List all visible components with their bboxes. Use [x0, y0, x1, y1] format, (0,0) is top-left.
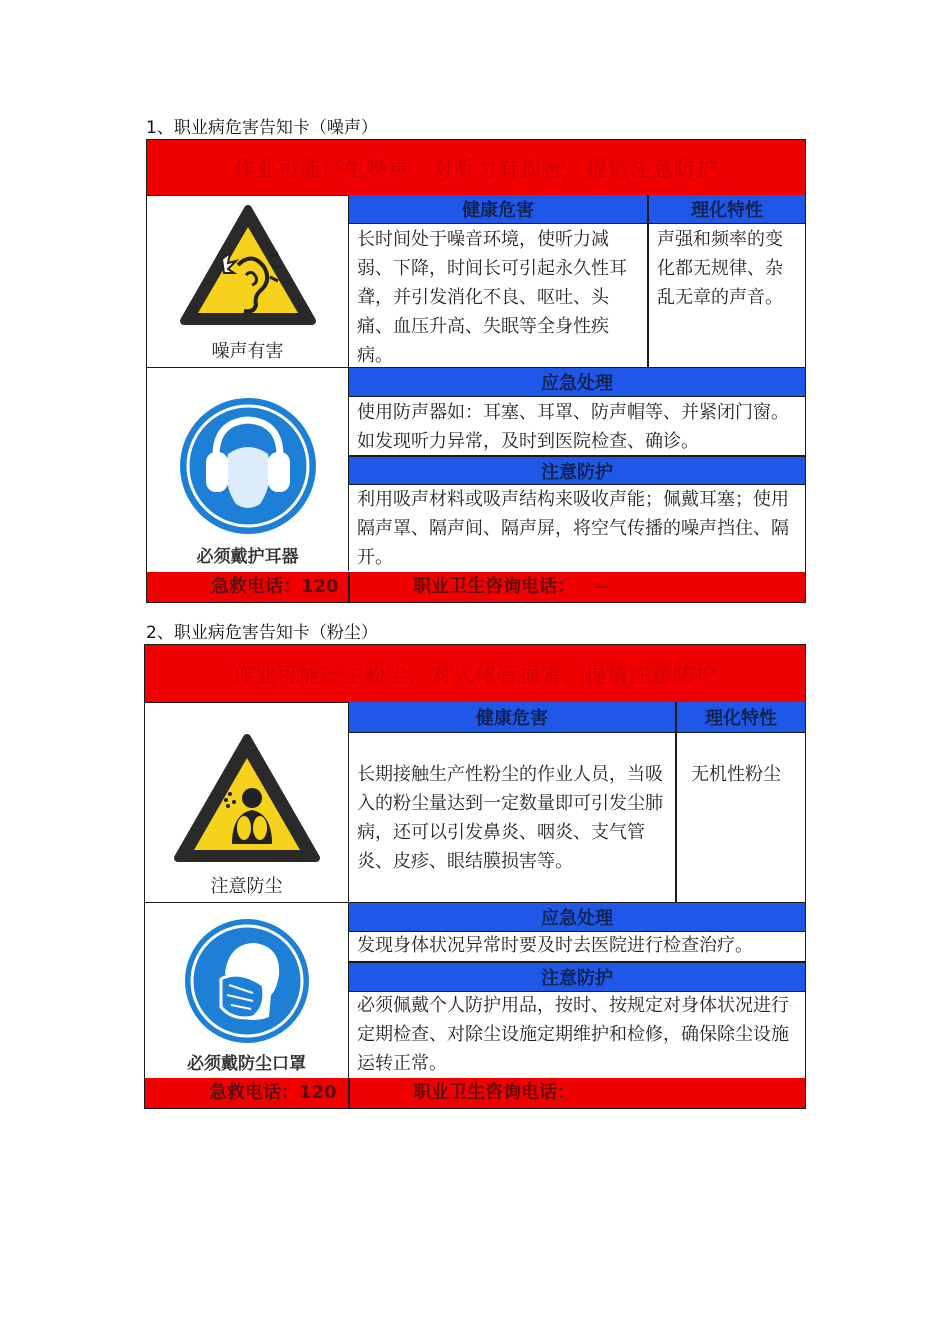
- health-row: [147, 195, 805, 368]
- health-text: 长时间处于噪音环境，使听力减弱、下降，时间长可引起永久性耳聋，并引发消化不良、呕吐、头痛、血压升高、失眠等全身性疾病。: [357, 229, 627, 366]
- section-title-noise: 1、职业病危害告知卡（噪声）: [146, 118, 378, 138]
- ppe-caption: 必须戴防尘口罩: [187, 1054, 306, 1074]
- consult-phone: 职业卫生咨询电话：: [413, 576, 575, 597]
- section-title-dust: 2、职业病危害告知卡（粉尘）: [146, 623, 378, 643]
- hazard-icon-cell: [147, 195, 349, 367]
- dust-mask-icon: [181, 915, 313, 1047]
- emergency-header: 应急处理: [349, 368, 805, 397]
- protection-row: [145, 903, 805, 1078]
- protection-header: 注意防护: [349, 457, 805, 485]
- hazard-caption: 噪声有害: [211, 341, 284, 362]
- health-header: 健康危害: [349, 702, 675, 733]
- warning-banner: 作业可能产生噪声，对听力有损害，提请注意防护: [147, 140, 805, 196]
- emergency-phone: 急救电话：120: [211, 576, 339, 597]
- property-text: 无机性粉尘: [691, 764, 781, 785]
- noise-warning-icon: [178, 203, 318, 331]
- warning-banner: 作业可能产生粉尘，对人体有损害，提请注意防护: [145, 645, 805, 703]
- emergency-text: 使用防声器如：耳塞、耳罩、防声帽等、并紧闭门窗。如发现听力异常，及时到医院检查、确诊。: [357, 402, 789, 452]
- protection-text: 利用吸声材料或吸声结构来吸收声能；佩戴耳塞；使用隔声罩、隔声间、隔声屏，将空气传播的噪声挡住、隔开。: [357, 489, 789, 568]
- hazard-card-dust: [144, 644, 806, 1109]
- emergency-phone: 急救电话：120: [209, 1082, 337, 1103]
- property-header: 理化特性: [649, 195, 805, 224]
- consult-phone: 职业卫生咨询电话：: [413, 1082, 575, 1103]
- hazard-card-noise: [146, 139, 806, 603]
- footer-bar: [147, 572, 805, 602]
- emergency-text: 发现身体状况异常时要及时去医院进行检查治疗。: [357, 935, 753, 956]
- hazard-icon-cell: [145, 702, 349, 902]
- protection-text: 必须佩戴个人防护用品，按时、按规定对身体状况进行定期检查、对除尘设施定期维护和检修，确保除尘设施运转正常。: [357, 995, 789, 1074]
- property-text: 声强和频率的变化都无规律、杂乱无章的声音。: [657, 229, 783, 308]
- health-text: 长期接触生产性粉尘的作业人员，当吸入的粉尘量达到一定数量即可引发尘肺病，还可以引发鼻炎、咽炎、支气管炎、皮疹、眼结膜损害等。: [357, 764, 663, 872]
- protection-header: 注意防护: [349, 963, 805, 992]
- dust-warning-icon: [172, 732, 322, 868]
- ppe-icon-cell: [147, 368, 349, 571]
- health-header: 健康危害: [349, 195, 647, 224]
- property-header: 理化特性: [677, 702, 805, 733]
- footer-bar: [145, 1078, 805, 1108]
- ppe-icon-cell: [145, 903, 349, 1078]
- hazard-caption: 注意防尘: [210, 876, 283, 897]
- health-row: [145, 702, 805, 903]
- emergency-header: 应急处理: [349, 903, 805, 932]
- protection-row: [147, 368, 805, 571]
- ear-protection-icon: [176, 394, 320, 538]
- ppe-caption: 必须戴护耳器: [196, 547, 299, 567]
- consult-phone-value: —: [595, 579, 609, 595]
